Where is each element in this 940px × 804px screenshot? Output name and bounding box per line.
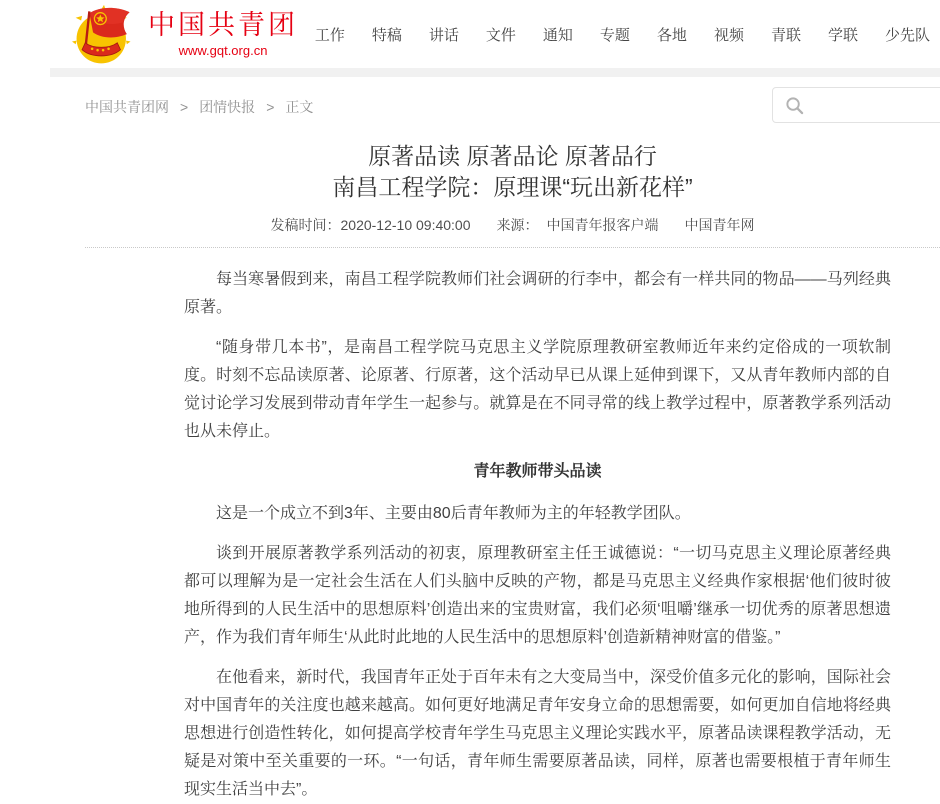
site-url: www.gqt.org.cn (178, 43, 268, 58)
article-paragraph: 每当寒暑假到来，南昌工程学院教师们社会调研的行李中，都会有一样共同的物品——马列经典原著。 (184, 271, 891, 316)
nav-item[interactable]: 讲话 (428, 26, 459, 44)
search-box[interactable] (772, 87, 940, 123)
nav-item[interactable]: 通知 (542, 26, 573, 44)
league-badge-icon (72, 4, 136, 68)
article-paragraph: 这是一个成立不到3年、主要由80后青年教师为主的年轻教学团队。 (216, 505, 691, 522)
article-body (184, 266, 891, 804)
source-name-2: 中国青年网 (684, 217, 755, 233)
search-icon (785, 96, 804, 115)
nav-item[interactable]: 视频 (713, 26, 744, 44)
article-paragraph: 在他看来，新时代，我国青年正处于百年未有之大变局当中，深受价值多元化的影响，国际社会对中国青年的关注度也越来越高。如何更好地满足青年安身立命的思想需要，如何更加自信地将经典思想进行创造性转化，如何提高学校青年学生马克思主义理论实践水平，原著品读课程教学活动，无疑是对策中至关重要的一环。“一句话，青年师生需要原著品读，同样，原著也需要根植于青年师生现实生活当中去”。 (184, 669, 891, 798)
article-title (85, 141, 940, 203)
site-name: 中国共青团 (148, 10, 298, 40)
search-input[interactable] (812, 96, 940, 114)
breadcrumb-separator: > (266, 99, 275, 115)
article-paragraph: “随身带几本书”，是南昌工程学院马克思主义学院原理教研室教师近年来约定俗成的一项软制度。时刻不忘品读原著、论原著、行原著，这个活动早已从课上延伸到课下，又从青年教师内部的自觉讨论学习发展到带动青年学生一起参与。就算是在不同寻常的线上教学过程中，原著教学系列活动也从未停止。 (184, 339, 891, 440)
publish-time-label: 发稿时间： (270, 217, 341, 233)
site-title-block (148, 10, 298, 58)
main-nav (315, 24, 940, 45)
breadcrumb-link[interactable]: 中国共青团网 (85, 99, 169, 115)
breadcrumb-current: 正文 (285, 99, 314, 115)
nav-item[interactable]: 文件 (485, 26, 516, 44)
article-paragraph: 谈到开展原著教学系列活动的初衷，原理教研室主任王诚德说：“一切马克思主义理论原著经典都可以理解为是一定社会生活在人们头脑中反映的产物，都是马克思主义经典作家根据‘他们彼时彼地所得到的人民生活中的思想原料’创造出来的宝贵财富，我们必须‘咀嚼’继承一切优秀的原著思想遗产，作为我们青年师生‘从此时此地的人民生活中的思想原料’创造新精神财富的借鉴。” (184, 545, 891, 646)
source-label: 来源： (496, 217, 539, 233)
article-meta (85, 215, 940, 235)
site-logo[interactable] (72, 0, 298, 68)
article-subheading: 青年教师带头品读 (473, 463, 602, 480)
nav-item[interactable]: 特稿 (371, 26, 402, 44)
meta-divider (85, 247, 940, 248)
breadcrumb-link[interactable]: 团情快报 (199, 99, 256, 115)
article-title-line1: 原著品读 原著品论 原著品行 (368, 143, 657, 169)
article-title-line2: 南昌工程学院：原理课“玩出新花样” (332, 174, 693, 200)
nav-item[interactable]: 专题 (599, 26, 630, 44)
breadcrumb (85, 97, 313, 117)
header-divider-band (50, 68, 940, 77)
breadcrumb-search-row (0, 77, 940, 133)
nav-item[interactable]: 学联 (827, 26, 858, 44)
nav-item[interactable]: 青联 (770, 26, 801, 44)
nav-item[interactable]: 少先队 (884, 26, 930, 44)
article (85, 141, 940, 804)
site-header (0, 0, 940, 68)
nav-item[interactable]: 工作 (314, 26, 345, 44)
publish-time: 2020-12-10 09:40:00 (340, 217, 471, 233)
breadcrumb-separator: > (180, 99, 189, 115)
nav-item[interactable]: 各地 (656, 26, 687, 44)
source-name: 中国青年报客户端 (546, 217, 659, 233)
